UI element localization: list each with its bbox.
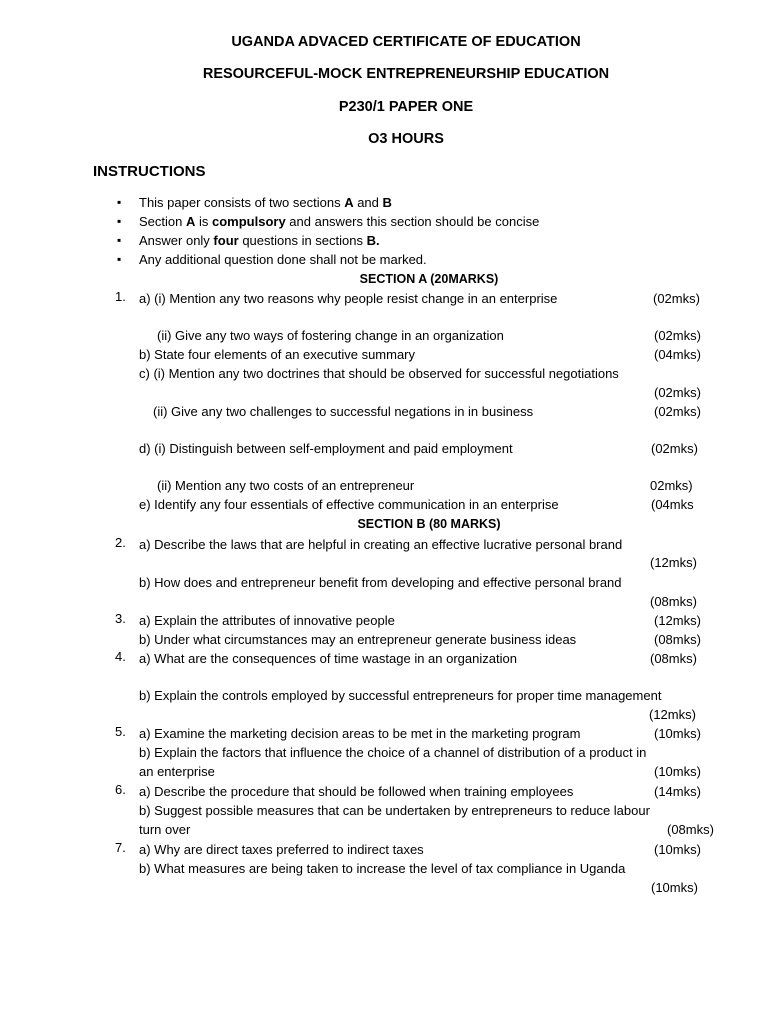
question-text: a) Examine the marketing decision areas to be met in the marketing program bbox=[139, 726, 581, 741]
question-marks: (02mks) bbox=[651, 441, 698, 456]
question-marks: (12mks) bbox=[650, 555, 697, 570]
instructions-heading: INSTRUCTIONS bbox=[93, 163, 206, 180]
question-text: b) Explain the factors that influence the choice of a channel of distribution of a product in bbox=[139, 745, 647, 760]
question-text: d) (i) Distinguish between self-employment and paid employment bbox=[139, 441, 513, 456]
question-marks: (08mks) bbox=[667, 822, 714, 837]
question-marks: (08mks) bbox=[650, 651, 697, 666]
question-text: b) How does and entrepreneur benefit from developing and effective personal brand bbox=[139, 575, 622, 590]
question-marks: (14mks) bbox=[654, 784, 701, 799]
question-marks: (02mks) bbox=[654, 328, 701, 343]
exam-duration: O3 HOURS bbox=[368, 131, 444, 147]
question-text: b) State four elements of an executive summary bbox=[139, 347, 416, 362]
bullet-icon: ▪ bbox=[117, 195, 122, 209]
question-text: e) Identify any four essentials of effective communication in an enterprise bbox=[139, 497, 559, 512]
bullet-icon: ▪ bbox=[117, 252, 122, 266]
question-marks: (02mks) bbox=[654, 385, 701, 400]
instruction-item: Any additional question done shall not be marked. bbox=[139, 252, 427, 267]
question-number: 7. bbox=[115, 840, 126, 855]
question-text: a) Describe the laws that are helpful in creating an effective lucrative personal brand bbox=[139, 537, 623, 552]
section-b-heading: SECTION B (80 MARKS) bbox=[357, 517, 501, 531]
question-marks: (10mks) bbox=[654, 726, 701, 741]
question-text: (ii) Give any two ways of fostering change in an organization bbox=[157, 328, 504, 343]
question-marks: (10mks) bbox=[654, 842, 701, 857]
question-text: b) What measures are being taken to increase the level of tax compliance in Uganda bbox=[139, 861, 626, 876]
question-marks: (02mks) bbox=[653, 291, 700, 306]
question-text: b) Suggest possible measures that can be undertaken by entrepreneurs to reduce labour bbox=[139, 803, 650, 818]
question-text: a) Why are direct taxes preferred to indirect taxes bbox=[139, 842, 424, 857]
question-marks: (08mks) bbox=[650, 594, 697, 609]
question-marks: (02mks) bbox=[654, 404, 701, 419]
question-text: c) (i) Mention any two doctrines that should be observed for successful negotiations bbox=[139, 366, 619, 381]
question-number: 2. bbox=[115, 535, 126, 550]
question-marks: (08mks) bbox=[654, 632, 701, 647]
question-marks: 02mks) bbox=[650, 478, 693, 493]
exam-subject-title: RESOURCEFUL-MOCK ENTREPRENEURSHIP EDUCATION bbox=[202, 66, 610, 82]
instruction-item: Answer only four questions in sections B. bbox=[139, 233, 380, 248]
question-number: 6. bbox=[115, 782, 126, 797]
question-text: b) Under what circumstances may an entrepreneur generate business ideas bbox=[139, 632, 577, 647]
question-marks: (10mks) bbox=[654, 764, 701, 779]
question-text: a) (i) Mention any two reasons why people resist change in an enterprise bbox=[139, 291, 558, 306]
question-number: 3. bbox=[115, 611, 126, 626]
instruction-item: Section A is compulsory and answers this section should be concise bbox=[139, 214, 540, 229]
instruction-item: This paper consists of two sections A and B bbox=[139, 195, 392, 210]
question-text: (ii) Mention any two costs of an entrepreneur bbox=[157, 478, 415, 493]
question-text: a) Explain the attributes of innovative people bbox=[139, 613, 395, 628]
question-text: b) Explain the controls employed by successful entrepreneurs for proper time management bbox=[139, 688, 662, 703]
bullet-icon: ▪ bbox=[117, 233, 122, 247]
question-marks: (12mks) bbox=[654, 613, 701, 628]
question-text: a) Describe the procedure that should be followed when training employees bbox=[139, 784, 574, 799]
question-number: 5. bbox=[115, 724, 126, 739]
bullet-icon: ▪ bbox=[117, 214, 122, 228]
question-number: 4. bbox=[115, 649, 126, 664]
question-number: 1. bbox=[115, 289, 126, 304]
question-marks: (04mks) bbox=[654, 347, 701, 362]
question-text: (ii) Give any two challenges to successful negations in in business bbox=[153, 404, 534, 419]
question-text-continued: an enterprise bbox=[139, 764, 215, 779]
question-marks: (12mks) bbox=[649, 707, 696, 722]
section-a-heading: SECTION A (20MARKS) bbox=[359, 272, 499, 286]
paper-code: P230/1 PAPER ONE bbox=[338, 99, 474, 115]
question-text-continued: turn over bbox=[139, 822, 191, 837]
exam-board-title: UGANDA ADVACED CERTIFICATE OF EDUCATION bbox=[231, 34, 581, 50]
question-text: a) What are the consequences of time wastage in an organization bbox=[139, 651, 517, 666]
question-marks: (10mks) bbox=[651, 880, 698, 895]
question-marks: (04mks bbox=[651, 497, 694, 512]
